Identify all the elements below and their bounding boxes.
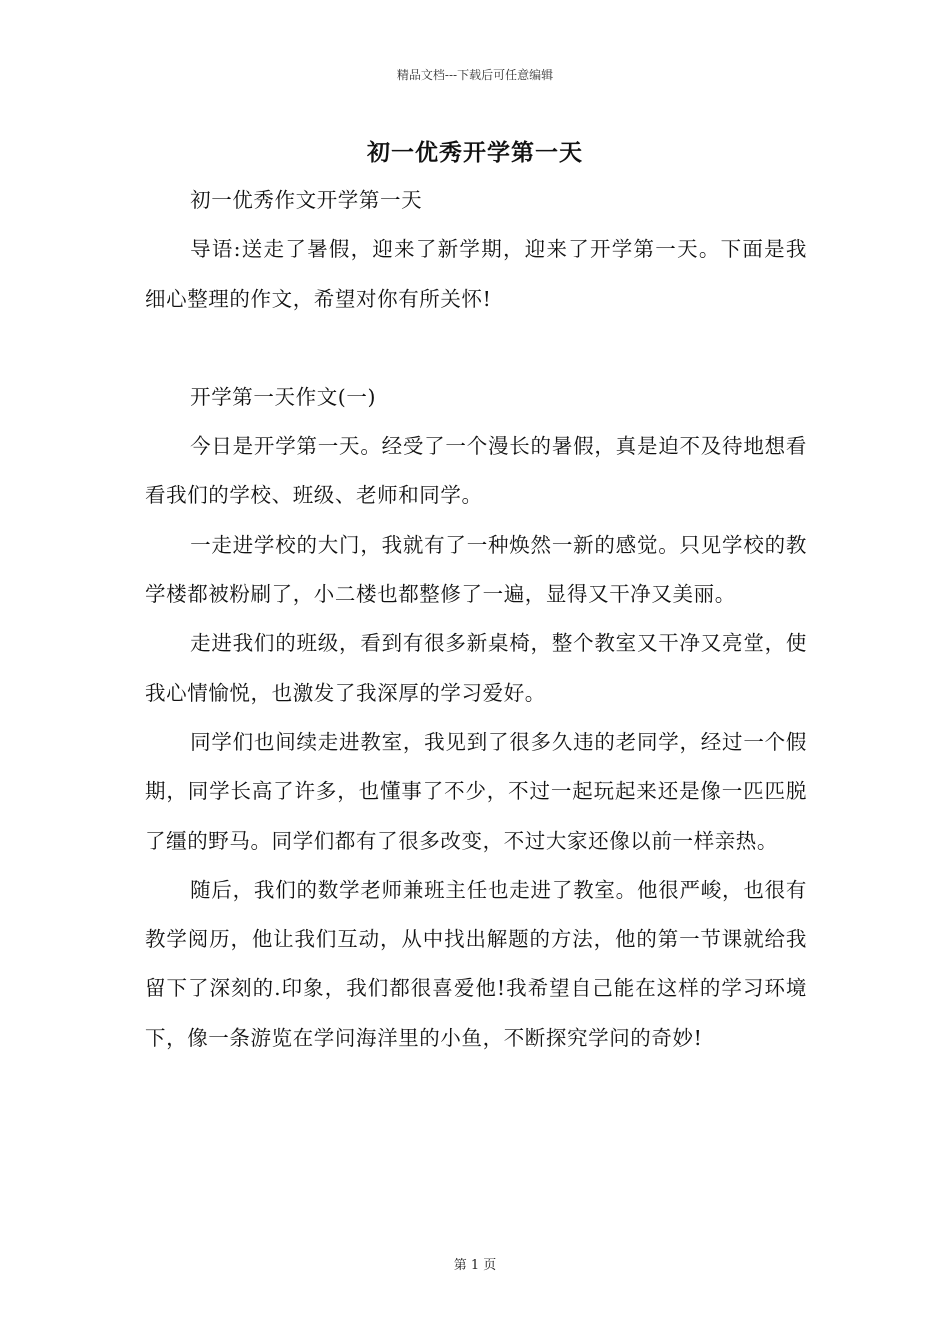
body-paragraph: 同学们也间续走进教室，我见到了很多久违的老同学，经过一个假期，同学长高了许多，也懂事了不少，不过一起玩起来还是像一匹匹脱了缰的野马。同学们都有了很多改变，不过大家还像以前一样亲热。 [145,729,807,853]
body-paragraph: 一走进学校的大门，我就有了一种焕然一新的感觉。只见学校的教学楼都被粉刷了，小二楼也都整修了一遍，显得又干净又美丽。 [145,532,807,607]
body-paragraph: 随后，我们的数学老师兼班主任也走进了教室。他很严峻，也很有教学阅历，他让我们互动，从中找出解题的方法，他的第一节课就给我留下了深刻的.印象，我们都很喜爱他!我希望自己能在这样的学习环境下，像一条游览在学问海洋里的小鱼，不断探究学问的奇妙! [145,877,807,1050]
page-header: 精品文档---下载后可任意编辑 [396,68,554,82]
document-title: 初一优秀开学第一天 [367,139,583,166]
intro-paragraph: 导语:送走了暑假，迎来了新学期，迎来了开学第一天。下面是我细心整理的作文，希望对你有所关怀! [145,237,807,311]
subtitle-paragraph: 初一优秀作文开学第一天 [190,188,423,212]
section-heading: 开学第一天作文(一) [190,384,377,409]
page-number: 第 1 页 [453,1258,497,1273]
document-body [145,176,807,1063]
body-paragraph: 今日是开学第一天。经受了一个漫长的暑假，真是迫不及待地想看看我们的学校、班级、老师和同学。 [145,434,807,508]
body-paragraph: 走进我们的班级，看到有很多新桌椅，整个教室又干净又亮堂，使我心情愉悦，也激发了我深厚的学习爱好。 [145,631,807,705]
